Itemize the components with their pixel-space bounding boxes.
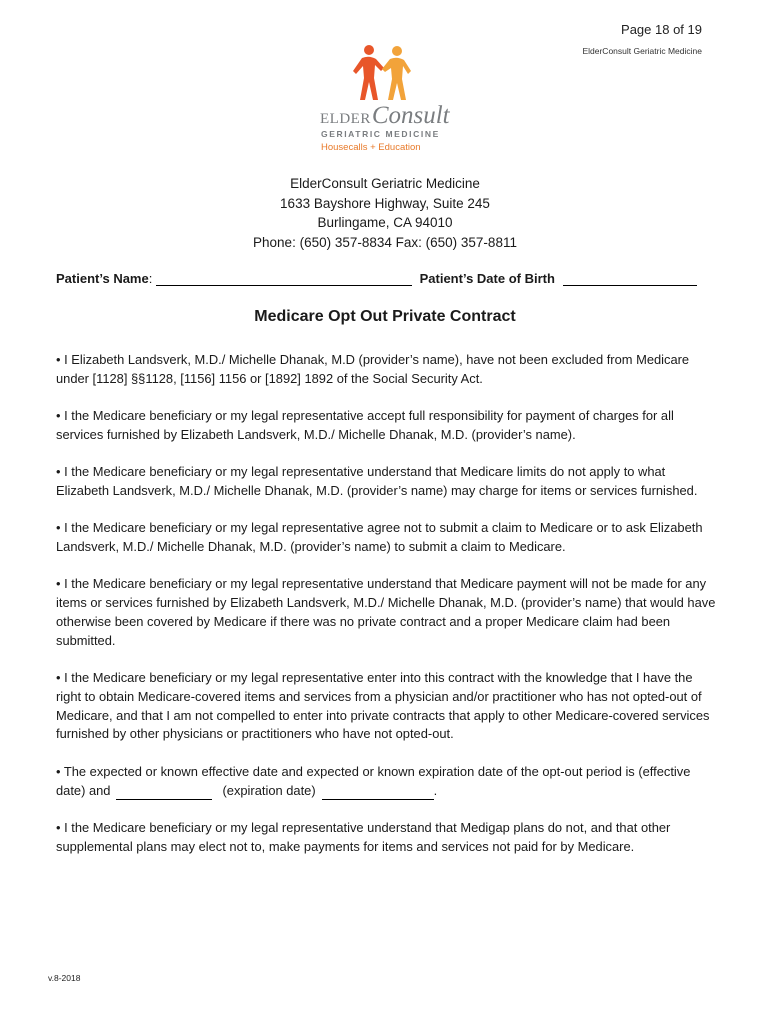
page-number: Page 18 of 19 xyxy=(621,22,702,37)
effective-clause-end: . xyxy=(433,782,438,798)
clinic-name: ElderConsult Geriatric Medicine xyxy=(290,176,480,191)
patient-dob-field[interactable] xyxy=(563,271,697,286)
clause-no-claim: • I the Medicare beneficiary or my legal representative agree not to submit a claim to Medicare or to ask Elizabeth Landsverk, M.D./ Michelle Dhanak, M.D. (provider’s name) to submit a claim to Medicare. xyxy=(56,520,703,555)
logo-wordmark xyxy=(320,102,450,130)
effective-clause-text: • The expected or known effective date and expected or known expiration date of the opt-out period is (effective date) and xyxy=(56,763,691,798)
logo-elder: ELDER xyxy=(320,111,371,127)
contract-title: Medicare Opt Out Private Contract xyxy=(254,308,516,325)
patient-name-colon: : xyxy=(148,271,153,286)
clause-effective-dates xyxy=(56,763,716,801)
logo-tagline: Housecalls + Education xyxy=(321,142,421,153)
clause-medigap: • I the Medicare beneficiary or my legal representative understand that Medigap plans do not, and that other supplemental plans may elect not to, make payments for items and services not paid for by Medicare. xyxy=(56,819,671,854)
patient-name-label: Patient’s Name xyxy=(56,271,149,286)
expiration-date-label: (expiration date) xyxy=(222,782,316,798)
clinic-street: 1633 Bayshore Highway, Suite 245 xyxy=(280,195,490,211)
clinic-address xyxy=(0,174,770,252)
version-label: v.8-2018 xyxy=(48,973,81,983)
clause-no-medicare-payment: • I the Medicare beneficiary or my legal representative understand that Medicare payment will not be made for any items or services furnished by Elizabeth Landsverk, M.D./ Michelle Dhanak, M.D. (provider’s name) that would have otherwise been covered by Medicare if there was no private contract and a proper Medicare claim had been submitted. xyxy=(56,576,716,648)
clinic-phone: Phone: (650) 357-8834 Fax: (650) 357-8811 xyxy=(253,234,517,250)
clause-right-to-obtain: • I the Medicare beneficiary or my legal representative enter into this contract with the knowledge that I have the right to obtain Medicare-covered items and services from a physician and/or practitioner who has not opted-out of Medicare, and that I am not compelled to enter into private contracts that apply to other Medicare-covered services furnished by other physicians or practitioners who have not opted-out. xyxy=(56,670,710,742)
patient-name-field[interactable] xyxy=(156,271,412,286)
elderconsult-logo xyxy=(318,44,448,156)
effective-date-field[interactable] xyxy=(116,785,212,800)
header-org-name: ElderConsult Geriatric Medicine xyxy=(582,46,702,56)
logo-consult: Consult xyxy=(371,102,450,129)
contract-clauses xyxy=(56,351,716,875)
clause-not-excluded: • I Elizabeth Landsverk, M.D./ Michelle Dhanak, M.D (provider’s name), have not been excluded from Medicare under [1128] §§1128, [1156] 1156 or [1892] 1892 of the Social Security Act. xyxy=(56,352,690,386)
expiration-date-field[interactable] xyxy=(322,785,434,800)
page-header xyxy=(582,22,702,56)
clause-medicare-limits: • I the Medicare beneficiary or my legal representative understand that Medicare limits do not apply to what Elizabeth Landsverk, M.D./ Michelle Dhanak, M.D. (provider’s name) may charge for items or services furnished. xyxy=(56,464,698,498)
patient-dob-label: Patient’s Date of Birth xyxy=(419,271,555,286)
patient-info-row xyxy=(56,271,706,286)
logo-subtitle: GERIATRIC MEDICINE xyxy=(321,129,440,139)
clause-payment-responsibility: • I the Medicare beneficiary or my legal representative accept full responsibility for payment of charges for all services furnished by Elizabeth Landsverk, M.D./ Michelle Dhanak, M.D. (provider’s name). xyxy=(56,408,674,442)
people-figures-icon xyxy=(348,44,418,102)
clinic-city: Burlingame, CA 94010 xyxy=(317,215,453,230)
